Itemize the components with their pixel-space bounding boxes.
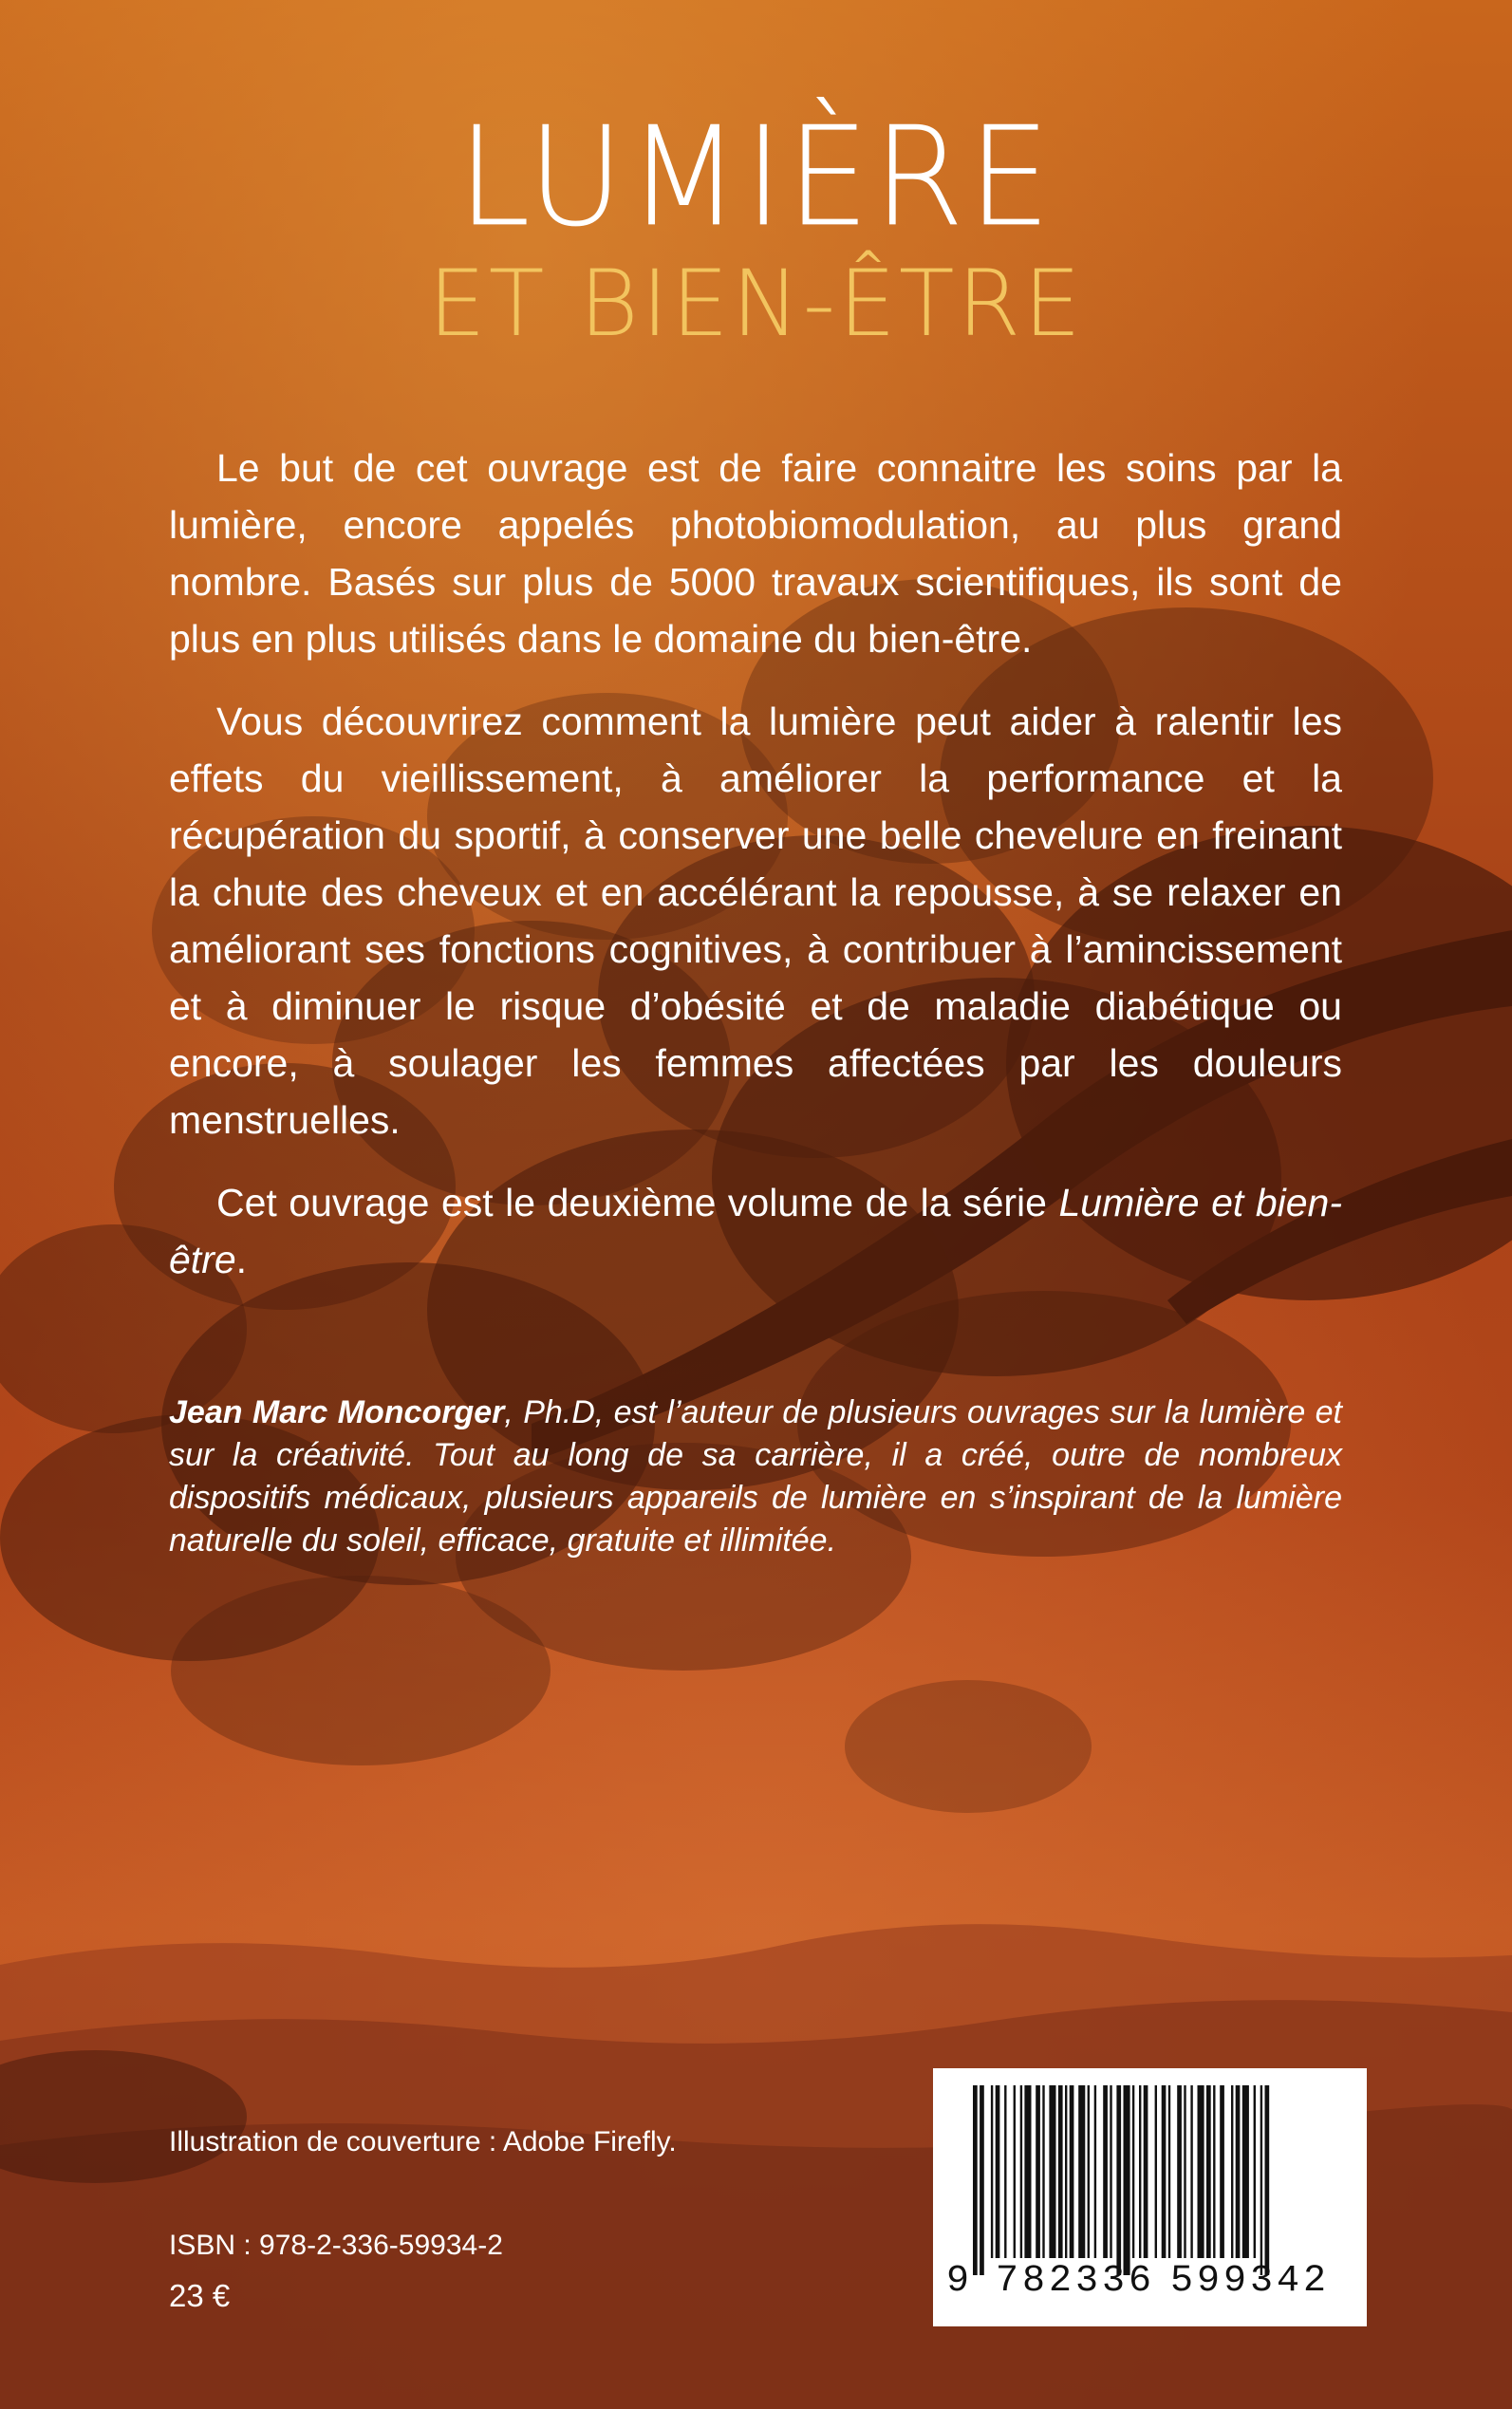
barcode-bar	[1058, 2085, 1063, 2258]
barcode-left-group: 782336	[996, 2260, 1156, 2303]
blurb	[169, 439, 1342, 1314]
barcode-digits	[933, 2260, 1367, 2307]
barcode-bar	[1260, 2085, 1262, 2275]
barcode-bar	[1213, 2085, 1215, 2258]
author-bio	[169, 1391, 1342, 1562]
barcode	[933, 2068, 1367, 2326]
barcode-bar	[1184, 2085, 1185, 2258]
barcode-bar	[991, 2085, 993, 2258]
barcode-bar	[1103, 2085, 1108, 2258]
barcode-bar	[1124, 2085, 1130, 2275]
blurb-paragraph-3-end: .	[235, 1238, 248, 1281]
barcode-bar	[1155, 2085, 1157, 2258]
series-title: Lumière et bien-être	[169, 1181, 1342, 1281]
barcode-bar	[1198, 2085, 1204, 2258]
barcode-right-group: 599342	[1170, 2260, 1331, 2303]
barcode-bar	[1242, 2085, 1249, 2258]
author-name: Jean Marc Moncorger	[169, 1394, 505, 1430]
barcode-bar	[1065, 2085, 1067, 2258]
barcode-bar	[1049, 2085, 1055, 2258]
barcode-bar	[1070, 2085, 1074, 2258]
price: 23 €	[169, 2278, 231, 2313]
barcode-first-digit: 9	[946, 2260, 970, 2303]
barcode-bar	[1110, 2085, 1111, 2258]
barcode-bar	[1265, 2085, 1270, 2275]
barcode-bar	[1139, 2085, 1141, 2258]
barcode-bar	[1144, 2085, 1148, 2258]
barcode-bar	[980, 2085, 984, 2275]
barcode-bar	[1042, 2085, 1044, 2258]
barcode-bar	[1168, 2085, 1170, 2258]
blurb-paragraph-3	[169, 1174, 1342, 1288]
barcode-bar	[1036, 2085, 1040, 2258]
author-bio-text: , Ph.D, est l’auteur de plusieurs ouvrages sur la lumière et sur la créativité. Tout au long de sa carrière, il a créé, outre de nombreux dispositifs médicaux, plusieurs appareils de lumière en s’inspirant de la lumière naturelle du soleil, efficace, gratuite et illimitée.	[169, 1394, 1342, 1559]
barcode-bar	[1020, 2085, 1022, 2258]
barcode-bar	[973, 2085, 978, 2275]
barcode-bar	[1014, 2085, 1016, 2258]
barcode-bar	[1254, 2085, 1256, 2258]
barcode-bar	[1088, 2085, 1090, 2258]
barcode-bar	[1190, 2085, 1192, 2258]
barcode-bar	[1177, 2085, 1182, 2258]
isbn: ISBN : 978-2-336-59934-2	[169, 2230, 503, 2261]
barcode-bar	[1231, 2085, 1233, 2258]
barcode-bar	[1024, 2085, 1031, 2258]
blurb-paragraph-1: Le but de cet ouvrage est de faire connaitre les soins par la lumière, encore appelés photobiomodulation, au plus grand nombre. Basés sur plus de 5000 travaux scientifiques, ils sont de plus en plus utilisés dans le domaine du bien-être.	[169, 446, 1342, 661]
barcode-bar	[1116, 2085, 1121, 2275]
cover-illustration-credit: Illustration de couverture : Adobe Firefly.	[169, 2126, 677, 2157]
barcode-bar	[1220, 2085, 1224, 2258]
title-main: LUMIÈRE	[457, 96, 1055, 257]
barcode-bar	[1078, 2085, 1085, 2258]
blurb-paragraph-3-start: Cet ouvrage est le deuxième volume de la série	[216, 1181, 1059, 1224]
barcode-bar	[1162, 2085, 1167, 2258]
title-subtitle: ET BIEN-ÊTRE	[428, 251, 1084, 357]
blurb-paragraph-2: Vous découvrirez comment la lumière peut aider à ralentir les effets du vieillissement, à améliorer la performance et la récupération du sportif, à conserver une belle chevelure en freinant la chute des cheveux et en accélérant la repousse, à se relaxer en améliorant ses fonctions cognitives, à contribuer à l’amincissement et à diminuer le risque d’obésité et de maladie diabétique ou encore, à soulager les femmes affectées par les douleurs menstruelles.	[169, 700, 1342, 1142]
barcode-bar	[1206, 2085, 1211, 2258]
barcode-bar	[1094, 2085, 1096, 2258]
barcode-bar	[1004, 2085, 1006, 2258]
barcode-bar	[1132, 2085, 1134, 2258]
barcode-bar	[1236, 2085, 1241, 2258]
barcode-bar	[996, 2085, 1000, 2258]
